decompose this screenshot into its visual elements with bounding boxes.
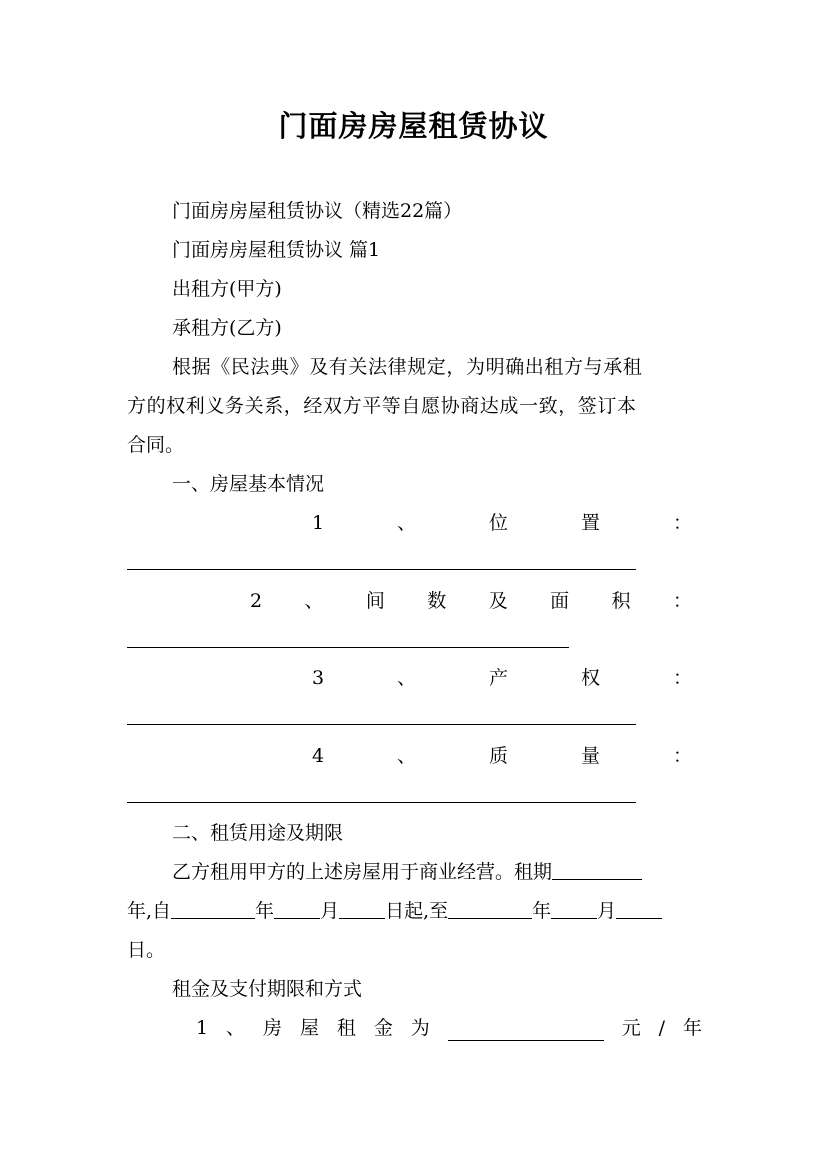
item-token: 数: [427, 590, 447, 612]
rent-token: 房: [262, 1017, 282, 1039]
blank-line: [552, 859, 642, 880]
item-token: 、: [397, 667, 417, 689]
section-heading: 门面房房屋租赁协议 篇1: [172, 239, 381, 261]
item-token: 3: [312, 667, 325, 689]
document-title: 门面房房屋租赁协议: [278, 109, 549, 143]
item-token: 位: [489, 512, 509, 534]
rent-line: [196, 1015, 702, 1041]
rent-token: 元: [621, 1017, 641, 1039]
lessor-label: 出租方(甲方): [172, 278, 282, 300]
intro-line-2: 方的权利义务关系，经双方平等自愿协商达成一致，签订本: [127, 395, 637, 417]
blank-line: [127, 802, 636, 803]
term-text: 乙方租用甲方的上述房屋用于商业经营。租期: [172, 861, 553, 883]
blank-line: [448, 1020, 604, 1041]
item-token: 、: [304, 590, 324, 612]
blank-line: [127, 724, 636, 725]
item-token: 、: [397, 745, 417, 767]
term-text: 月: [320, 900, 340, 922]
blank-line: [127, 569, 636, 570]
term-text: 年: [255, 900, 275, 922]
item-token: ：: [672, 745, 692, 767]
item-token: 产: [489, 667, 509, 689]
item-quality: [312, 743, 692, 769]
item-token: 2: [250, 590, 263, 612]
item-token: 量: [580, 745, 600, 767]
item-token: 置: [580, 512, 600, 534]
item-token: 权: [580, 667, 600, 689]
item-token: 1: [312, 512, 325, 534]
rent-token: /: [658, 1017, 666, 1039]
part2-heading: 二、租赁用途及期限: [172, 822, 344, 844]
item-token: 面: [550, 590, 570, 612]
blank-line: [616, 898, 662, 919]
term-line-1: [172, 859, 642, 885]
item-token: 间: [365, 590, 385, 612]
item-location: [312, 510, 692, 536]
term-text: 日起,至: [385, 900, 449, 922]
term-text: 年,自: [127, 900, 172, 922]
blank-line: [448, 898, 532, 919]
blank-line: [339, 898, 385, 919]
blank-line: [551, 898, 597, 919]
item-token: 4: [312, 745, 325, 767]
item-token: ：: [672, 590, 692, 612]
intro-line-1: 根据《民法典》及有关法律规定，为明确出租方与承租: [172, 356, 643, 378]
rent-token: 屋: [299, 1017, 319, 1039]
item-token: ：: [672, 667, 692, 689]
rent-token: 1: [196, 1017, 209, 1039]
part1-heading: 一、房屋基本情况: [172, 473, 325, 495]
document-subtitle: 门面房房屋租赁协议（精选22篇）: [172, 200, 463, 222]
blank-line: [127, 647, 569, 648]
item-token: 、: [397, 512, 417, 534]
intro-line-3: 合同。: [127, 434, 185, 456]
rent-heading: 租金及支付期限和方式: [172, 978, 363, 1000]
item-token: 积: [611, 590, 631, 612]
item-token: 质: [489, 745, 509, 767]
rent-token: 金: [373, 1017, 393, 1039]
item-room-area: [250, 588, 692, 614]
item-token: 及: [488, 590, 508, 612]
item-token: ：: [672, 512, 692, 534]
term-line-2: [127, 898, 662, 924]
item-property-right: [312, 665, 692, 691]
rent-token: 为: [410, 1017, 430, 1039]
term-text: 年: [532, 900, 552, 922]
term-line-3: 日。: [127, 939, 166, 961]
blank-line: [171, 898, 255, 919]
term-text: 月: [597, 900, 617, 922]
rent-token: 租: [336, 1017, 356, 1039]
rent-token: 年: [682, 1017, 702, 1039]
rent-token: 、: [226, 1017, 246, 1039]
blank-line: [274, 898, 320, 919]
lessee-label: 承租方(乙方): [172, 317, 282, 339]
